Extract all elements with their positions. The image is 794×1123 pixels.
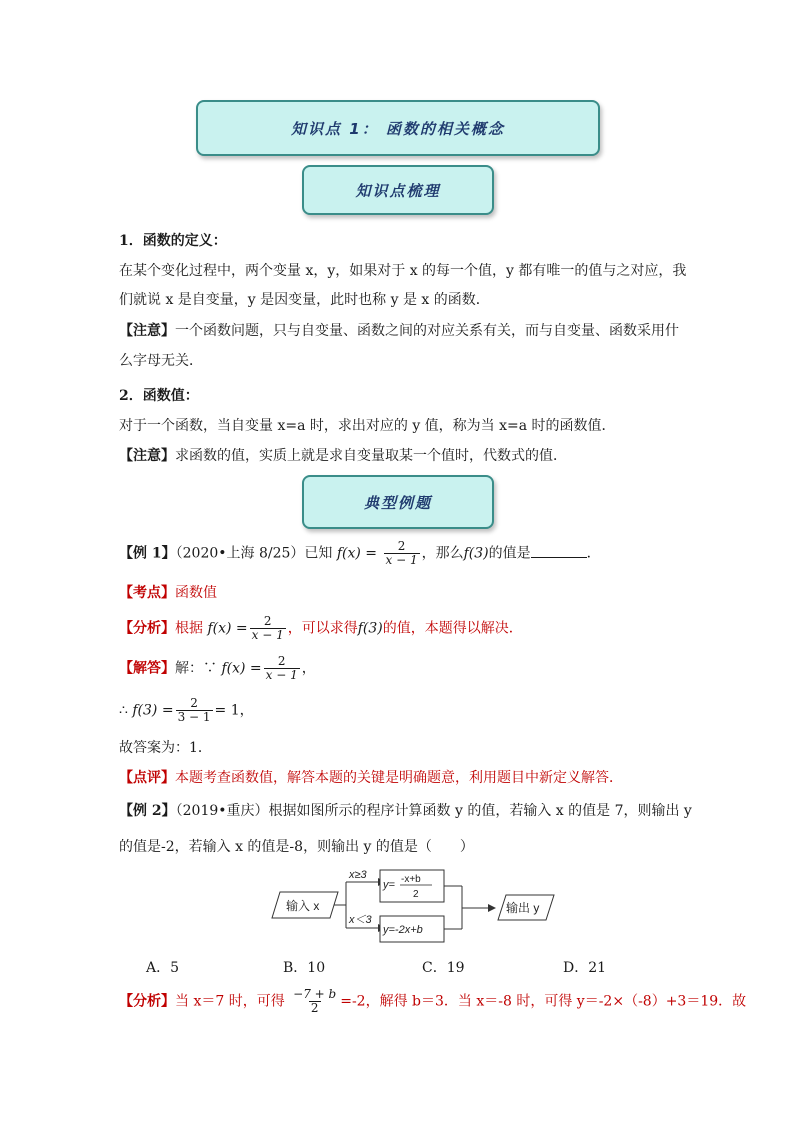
option-a: A．5: [146, 960, 180, 976]
f3-label: f(3): [463, 545, 489, 562]
fraction: $\frac{2}{x - 1}$: [265, 654, 298, 682]
fenxi-text: ，可以求得: [287, 620, 358, 637]
example2-line2: 的值是-2，若输入 x 的值是-8，则输出 y 的值是（ ）: [119, 839, 474, 855]
summary-label: 知识点梳理: [302, 165, 494, 215]
option-b: B．10: [283, 960, 326, 976]
q-text2: 的值是: [488, 545, 531, 562]
option-c: C．19: [422, 960, 465, 976]
program-flowchart: [270, 868, 560, 948]
section2-note: [119, 445, 567, 465]
end-mark: ．: [586, 545, 601, 562]
fenxi-text: 的值，本题得以解决．: [382, 620, 523, 637]
example1-tag: 【例 1】: [119, 545, 176, 562]
fraction: $\frac{-7 + b}{2}$: [293, 987, 337, 1015]
kaodian: [119, 582, 217, 602]
note-tag: 【注意】: [119, 323, 175, 339]
f3-eq: f(3) =: [132, 702, 174, 719]
expr-top-num: -x+b: [401, 874, 421, 885]
fenxi-text: =-2，解得 b＝3．当 x＝-8 时，可得 y＝-2×（-8）+3＝19．故: [340, 993, 747, 1010]
cond-bottom: x＜3: [349, 914, 372, 926]
note-tag: 【注意】: [119, 448, 175, 464]
expr-bottom: y=-2x+b: [383, 924, 423, 936]
dianping-text: 本题考查函数值，解答本题的关键是明确题意，利用题目中新定义解答．: [175, 770, 623, 786]
input-label: 输入 x: [286, 899, 320, 913]
eq-result: = 1，: [214, 702, 254, 719]
note-text: 求函数的值，实质上就是求自变量取某一个值时，代数式的值．: [175, 448, 567, 464]
fx-label: f(x) =: [336, 545, 378, 562]
example1-answer: 故答案为：1．: [119, 740, 212, 756]
section1-p2: 们就说 x 是自变量，y 是因变量，此时也称 y 是 x 的函数．: [119, 292, 490, 308]
knowledge-point-title: 知识点 1： 函数的相关概念: [196, 100, 600, 156]
example2-text1: （2019•重庆）根据如图所示的程序计算函数 y 的值，若输入 x 的值是 7，则输出 y: [175, 803, 692, 819]
fraction: $\frac{2}{x - 1}$: [385, 539, 418, 567]
fenxi-tag: 【分析】: [119, 620, 175, 637]
fenxi-text: 根据: [175, 620, 203, 637]
kaodian-tag: 【考点】: [119, 585, 175, 601]
expr-top-den: 2: [413, 889, 419, 900]
dianping-tag: 【点评】: [119, 770, 175, 786]
fenxi-tag: 【分析】: [119, 993, 175, 1010]
jieda-tag: 【解答】: [119, 660, 175, 677]
example2-fenxi: [119, 988, 746, 1015]
comma: ，: [301, 660, 316, 677]
output-label: 输出 y: [506, 901, 540, 915]
expr-top-y: y=: [383, 879, 395, 891]
section1-note1: [119, 320, 679, 340]
q-text: ，那么: [421, 545, 464, 562]
example2-line1: [119, 800, 692, 820]
examples-label: 典型例题: [302, 475, 494, 529]
example1-fenxi: [119, 615, 523, 642]
example1-question: [119, 540, 601, 567]
section1-note2: 么字母无关．: [119, 353, 203, 369]
kaodian-text: 函数值: [175, 585, 217, 601]
therefore-symbol: ∴: [119, 702, 128, 719]
section2-p1: 对于一个函数，当自变量 x=a 时，求出对应的 y 值，称为当 x=a 时的函数值．: [119, 418, 616, 434]
section2-heading: 2．函数值：: [119, 388, 199, 404]
fraction: $\frac{2}{x - 1}$: [251, 614, 284, 642]
example1-jieda: [119, 655, 316, 682]
fx-label: f(x) =: [207, 620, 248, 637]
fraction: $\frac{2}{3 - 1}$: [177, 696, 211, 724]
example2-tag: 【例 2】: [119, 803, 176, 819]
example1-src: （2020•上海 8/25）已知: [175, 545, 333, 562]
fenxi-text: 当 x＝7 时，可得: [175, 993, 285, 1010]
f3-label: f(3): [357, 620, 383, 637]
option-d: D．21: [563, 960, 607, 976]
cond-top: x≥3: [349, 869, 367, 881]
jieda-text: 解：∵: [175, 660, 217, 677]
fx-label: f(x) =: [221, 660, 262, 677]
example1-step: [119, 697, 254, 724]
section1-heading: 1．函数的定义：: [119, 233, 227, 249]
answer-blank: [531, 545, 587, 558]
section1-p1: 在某个变化过程中，两个变量 x，y，如果对于 x 的每一个值，y 都有唯一的值与之对应，我: [119, 263, 687, 279]
note-text: 一个函数问题，只与自变量、函数之间的对应关系有关，而与自变量、函数采用什: [175, 323, 679, 339]
example1-dianping: [119, 767, 623, 787]
